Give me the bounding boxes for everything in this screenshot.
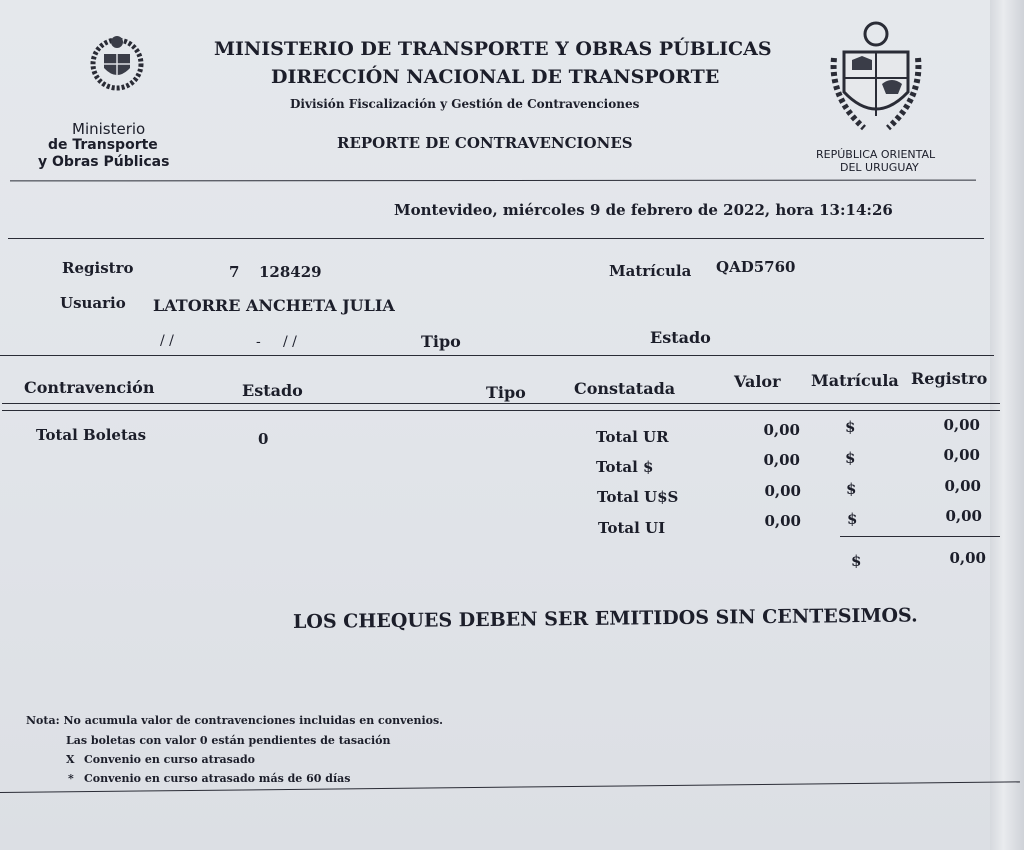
date-from: / / (160, 333, 174, 349)
total-ui-label: Total UI (598, 519, 666, 537)
right-logo-line1: REPÚBLICA ORIENTAL (816, 148, 936, 161)
total-pesos-label: Total $ (596, 458, 654, 476)
date-divider (8, 238, 984, 239)
registro-label: Registro (62, 259, 134, 277)
total-ur-amount: 0,00 (943, 416, 980, 434)
checks-warning: LOS CHEQUES DEBEN SER EMITIDOS SIN CENTESIMOS. (292, 604, 918, 633)
total-ui-currency: $ (847, 510, 858, 528)
col-contravencion: Contravención (24, 378, 155, 397)
col-valor: Valor (734, 372, 781, 391)
col-estado: Estado (242, 381, 303, 400)
date-line: Montevideo, miércoles 9 de febrero de 2022, hora 13:14:26 (394, 201, 893, 219)
registro-value: 128429 (259, 263, 322, 281)
total-ur-value: 0,00 (763, 421, 800, 439)
col-matricula: Matrícula (811, 371, 899, 390)
total-ui-value: 0,00 (764, 512, 801, 530)
total-usd-value: 0,00 (764, 482, 801, 500)
direction-title: DIRECCIÓN NACIONAL DE TRANSPORTE (271, 66, 720, 88)
note-line2: Las boletas con valor 0 están pendientes de tasación (66, 734, 391, 747)
ministry-title: MINISTERIO DE TRANSPORTE Y OBRAS PÚBLICAS (214, 38, 772, 60)
total-ur-currency: $ (845, 418, 856, 436)
left-logo-line3: y Obras Públicas (38, 154, 170, 170)
left-logo-line2: de Transporte (48, 137, 158, 153)
uruguay-coat-of-arms-icon (826, 18, 926, 140)
total-usd-currency: $ (846, 480, 857, 498)
matricula-label: Matrícula (609, 262, 692, 280)
total-pesos-value: 0,00 (763, 451, 800, 469)
col-registro: Registro (911, 369, 988, 388)
usuario-label: Usuario (60, 294, 126, 312)
col-constatada: Constatada (574, 379, 676, 398)
usuario-value: LATORRE ANCHETA JULIA (153, 296, 395, 315)
estado-filter-label: Estado (650, 328, 711, 347)
paper-edge (990, 0, 1024, 850)
total-usd-amount: 0,00 (944, 477, 981, 495)
table-header-top-divider (2, 403, 1000, 404)
tipo-filter-label: Tipo (421, 332, 461, 351)
total-ui-amount: 0,00 (945, 507, 982, 525)
col-tipo: Tipo (486, 383, 526, 402)
total-pesos-amount: 0,00 (943, 446, 980, 464)
right-logo-line2: DEL URUGUAY (840, 161, 919, 174)
uruguay-coat-of-arms-icon (82, 26, 152, 96)
note-line4-mark: * (68, 772, 74, 785)
registro-prefix: 7 (229, 263, 240, 281)
report-title: REPORTE DE CONTRAVENCIONES (337, 134, 633, 152)
filter-divider (0, 355, 994, 356)
grand-total-currency: $ (851, 552, 862, 570)
total-boletas-value: 0 (258, 430, 269, 448)
date-to: / / (283, 334, 297, 350)
note-line1: Nota: No acumula valor de contravenciones incluidas en convenios. (26, 714, 443, 727)
note-line4: Convenio en curso atrasado más de 60 días (84, 772, 351, 785)
total-ur-label: Total UR (596, 428, 669, 446)
total-pesos-currency: $ (845, 449, 856, 467)
matricula-value: QAD5760 (716, 258, 796, 276)
grand-total-amount: 0,00 (949, 549, 986, 567)
grand-total-divider (840, 536, 1000, 537)
total-usd-label: Total U$S (597, 488, 679, 506)
note-line3-mark: X (66, 753, 75, 766)
division-title: División Fiscalización y Gestión de Contravenciones (290, 97, 640, 111)
left-logo-line1: Ministerio (72, 120, 146, 138)
note-line3: Convenio en curso atrasado (84, 753, 255, 766)
table-header-bottom-divider (2, 410, 1000, 411)
total-boletas-label: Total Boletas (36, 426, 147, 444)
date-separator: - (256, 334, 261, 350)
